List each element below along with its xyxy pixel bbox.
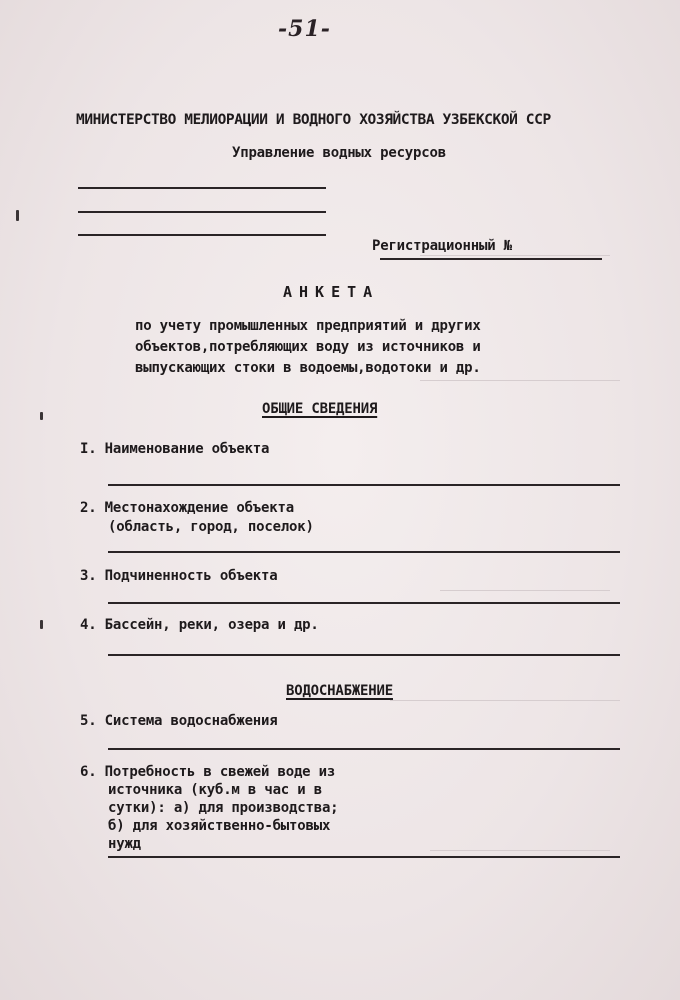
section-general-heading: ОБЩИЕ СВЕДЕНИЯ bbox=[262, 401, 378, 417]
item-3-label: 3. Подчиненность объекта bbox=[80, 568, 278, 584]
page-number: -51- bbox=[278, 16, 331, 42]
margin-mark bbox=[40, 412, 43, 420]
ministry-heading: МИНИСТЕРСТВО МЕЛИОРАЦИИ И ВОДНОГО ХОЗЯЙСТВА УЗБЕКСКОЙ ССР bbox=[76, 112, 551, 128]
address-line-3 bbox=[78, 234, 326, 236]
item-6-label-line-1: 6. Потребность в свежей воде из bbox=[80, 764, 336, 780]
item-4-answer-line bbox=[108, 654, 620, 656]
item-5-answer-line bbox=[108, 748, 620, 750]
margin-mark bbox=[16, 210, 19, 221]
subtitle-line-1: по учету промышленных предприятий и других bbox=[135, 318, 481, 334]
item-6-answer-line bbox=[108, 856, 620, 858]
item-2-label-line-2: (область, город, поселок) bbox=[108, 519, 314, 535]
item-3-answer-line bbox=[108, 602, 620, 604]
item-2-label-line-1: 2. Местонахождение объекта bbox=[80, 500, 294, 516]
department-heading: Управление водных ресурсов bbox=[232, 145, 446, 161]
item-6-label-line-4: б) для хозяйственно-бытовых bbox=[108, 818, 331, 834]
item-6-label-line-2: источника (куб.м в час и в bbox=[108, 782, 322, 798]
item-1-label: I. Наименование объекта bbox=[80, 441, 270, 457]
item-6-label-line-3: сутки): а) для производства; bbox=[108, 800, 339, 816]
subtitle-line-2: объектов,потребляющих воду из источников и bbox=[135, 339, 481, 355]
item-1-answer-line bbox=[108, 484, 620, 486]
item-4-label: 4. Бассейн, реки, озера и др. bbox=[80, 617, 319, 633]
item-6-label-line-5: нужд bbox=[108, 836, 141, 852]
registration-number-field bbox=[380, 258, 602, 260]
item-2-answer-line bbox=[108, 551, 620, 553]
registration-label: Регистрационный № bbox=[372, 238, 512, 254]
margin-mark bbox=[40, 620, 43, 629]
address-line-2 bbox=[78, 211, 326, 213]
item-5-label: 5. Система водоснабжения bbox=[80, 713, 278, 729]
section-water-supply-heading: ВОДОСНАБЖЕНИЕ bbox=[286, 683, 393, 699]
subtitle-line-3: выпускающих стоки в водоемы,водотоки и др. bbox=[135, 360, 481, 376]
address-line-1 bbox=[78, 187, 326, 189]
form-title: АНКЕТА bbox=[283, 283, 380, 301]
